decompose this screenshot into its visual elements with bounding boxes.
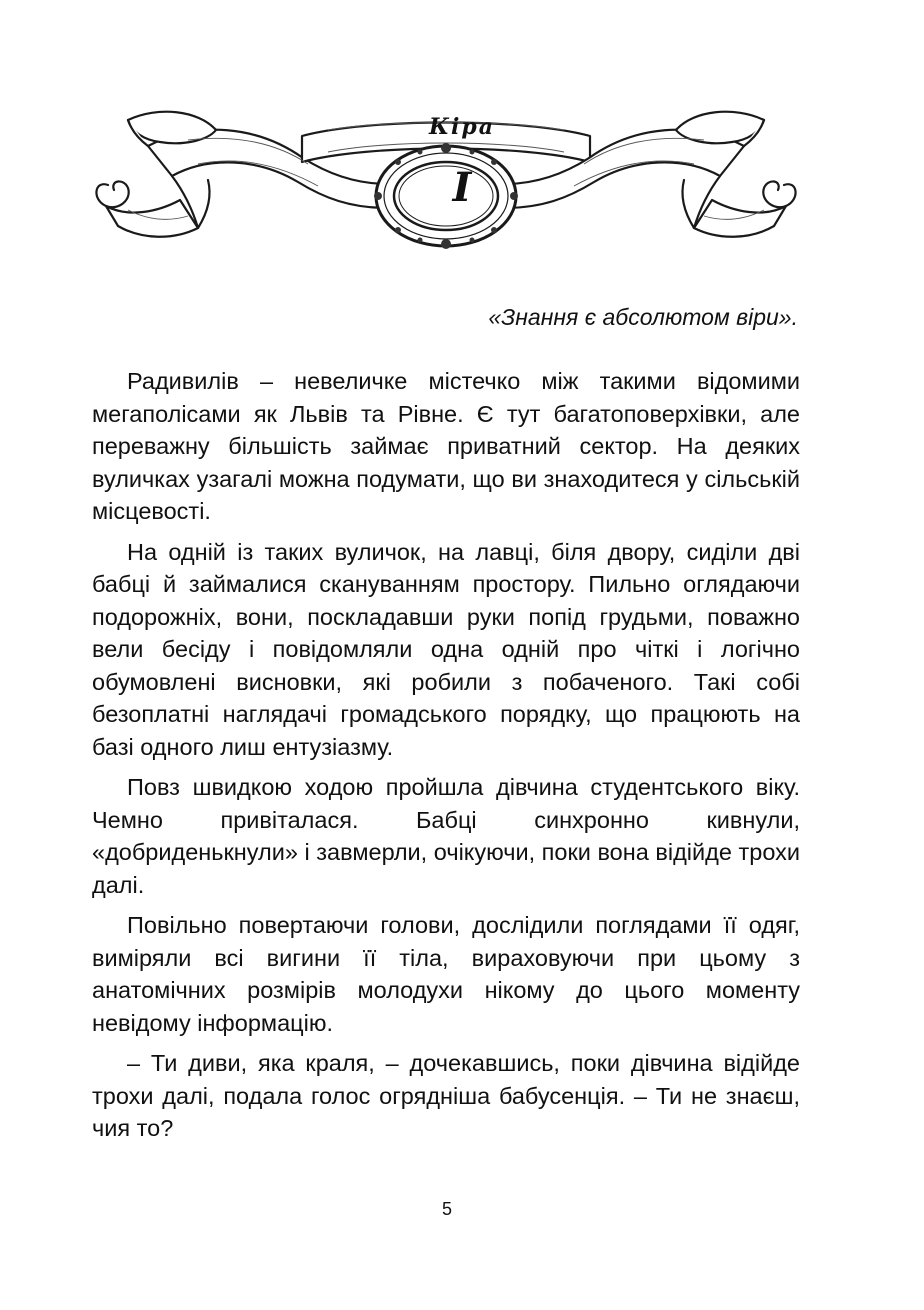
paragraph: Повз швидкою ходою пройшла дівчина студентського віку. Чемно привіталася. Бабці синхронно кивнули, «добриденькнули» і завмерли, очікуючи, поки вона відійде трохи далі. (92, 774, 800, 898)
paragraph: Повільно повертаючи голови, дослідили поглядами її одяг, виміряли всі вигини її тіла, вираховуючи при цьому з анатомічних розмірів молодухи нікому до цього моменту невідому інформацію. (92, 912, 800, 1036)
epigraph: «Знання є абсолютом віри». (488, 304, 798, 330)
paragraph: – Ти диви, яка краля, – дочекавшись, поки дівчина відійде трохи далі, подала голос огряднiша бабусенція. – Ти не знаєш, чия то? (92, 1050, 800, 1141)
chapter-body (92, 365, 800, 1153)
paragraph: Радивилів – невеличке містечко між такими відомими мегаполісами як Львів та Рівне. Є тут багатоповерхівки, але переважну більшість займає приватний сектор. На деяких вуличках узагалі можна подумати, що ви знаходитеся у сільській місцевості. (92, 368, 800, 524)
chapter-character-name: Кіра (428, 114, 495, 140)
paragraph: На одній із таких вуличок, на лавці, біля двору, сиділи дві бабці й займалися скануванням простору. Пильно оглядаючи подорожніх, вони, поскладавши руки попід грудьми, поважно вели бесіду і повідомляли одна одній про чіткі і логічно обумовлені висновки, які робили з побаченого. Такі собі безоплатні наглядачі громадського порядку, що працюють на базі одного лиш ентузіазму. (92, 538, 800, 760)
page-number: 5 (441, 1199, 452, 1219)
chapter-number: I (452, 164, 472, 211)
